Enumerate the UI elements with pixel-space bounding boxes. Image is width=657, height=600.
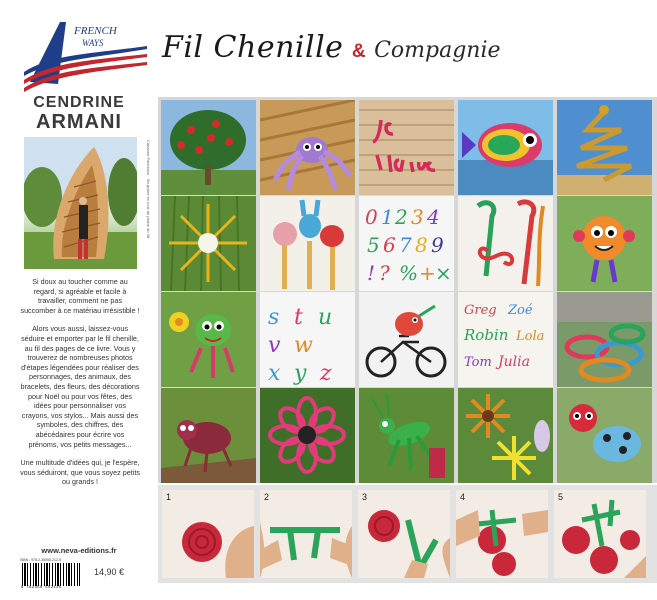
tile-green-creature-with-flower — [161, 292, 256, 387]
svg-text:?: ? — [379, 261, 390, 285]
tile-bunny-and-dog-pencil-toppers — [260, 196, 355, 291]
tile-bird-on-bicycle — [359, 292, 454, 387]
tile-je-t-aime-letters — [359, 100, 454, 195]
step-2-photo — [260, 490, 352, 578]
step-1-photo — [162, 490, 254, 578]
title-main: Fil Chenille — [162, 30, 344, 65]
tile-green-grasshopper — [359, 388, 454, 483]
svg-text:Zoé: Zoé — [508, 303, 533, 318]
back-cover-right-area — [158, 0, 657, 600]
back-cover-blurb — [20, 277, 140, 496]
book-title — [162, 30, 501, 80]
tile-letters-s-t-u-v-w-x-y-z — [260, 292, 355, 387]
title-ampersand: & — [351, 41, 366, 62]
title-sub: Compagnie — [374, 38, 501, 63]
tile-purple-pipe-cleaner-spider — [260, 100, 355, 195]
svg-text:3: 3 — [411, 205, 424, 229]
price: 14,90 € — [94, 567, 125, 577]
tile-orange-monster — [557, 196, 652, 291]
svg-text:y: y — [294, 361, 307, 386]
french-ways-logo — [22, 14, 152, 94]
step-number: 3 — [362, 492, 368, 502]
author-photo — [24, 137, 137, 269]
author-first-name: CENDRINE — [33, 94, 125, 111]
svg-text:s: s — [268, 305, 280, 330]
blurb-paragraph-3: Une multitude d'idées qui, je l'espère, vous séduiront, que vous soyez petits ou grands ! — [20, 458, 140, 487]
back-cover-left-column — [0, 0, 158, 600]
svg-text:0: 0 — [365, 205, 378, 229]
photo-caption: Cabanne Pubbluloo · Sculpture en bois de plaine du Nil — [146, 140, 151, 239]
tile-sun-on-grass — [161, 196, 256, 291]
svg-text:8: 8 — [415, 233, 428, 257]
step-number: 2 — [264, 492, 270, 502]
svg-text:x: x — [268, 361, 281, 386]
svg-text:Tom: Tom — [464, 355, 492, 370]
svg-text:!: ! — [367, 261, 376, 285]
tile-yellow-and-orange-flowers — [458, 388, 553, 483]
svg-text:1: 1 — [381, 205, 394, 229]
logo-text-line2: WAYS — [82, 38, 104, 48]
svg-text:w: w — [294, 333, 313, 358]
svg-text:v: v — [268, 333, 281, 358]
tile-ladybug-creature — [161, 388, 256, 483]
svg-text:t: t — [294, 305, 303, 330]
photo-grid — [158, 97, 657, 483]
step-photos-strip — [158, 485, 657, 583]
tile-pipe-cleaner-bracelets — [557, 292, 652, 387]
step-4-photo — [456, 490, 548, 578]
step-number: 4 — [460, 492, 466, 502]
tile-rainbow-fish — [458, 100, 553, 195]
step-5-photo — [554, 490, 646, 578]
tile-spiral-christmas-tree — [557, 100, 652, 195]
ean-number: 9 782350 552125 — [21, 586, 62, 590]
logo-text-line1: FRENCH — [74, 25, 117, 37]
svg-text:u: u — [318, 305, 333, 330]
tile-colorful-numbers-and-symbols — [359, 196, 454, 291]
step-number: 1 — [166, 492, 172, 502]
svg-text:×: × — [435, 261, 452, 285]
barcode — [18, 558, 86, 592]
svg-text:Lola: Lola — [516, 329, 545, 344]
tile-pink-flower — [260, 388, 355, 483]
svg-text:z: z — [320, 361, 332, 386]
svg-text:2: 2 — [395, 205, 408, 229]
svg-text:7: 7 — [399, 233, 412, 257]
tile-candy-canes-and-bow — [458, 196, 553, 291]
tile-written-names — [458, 292, 553, 387]
svg-text:6: 6 — [383, 233, 396, 257]
svg-text:Greg: Greg — [464, 303, 497, 318]
svg-text:%: % — [399, 261, 419, 285]
blurb-paragraph-1: Si doux au toucher comme au regard, si agréable et facile à travailler, comment ne pas succomber à ce matériau irrésistible ! — [20, 277, 140, 315]
svg-text:Julia: Julia — [498, 354, 530, 370]
svg-text:4: 4 — [427, 205, 440, 229]
isbn-label: ISBN : 978-2-35055-212-5 — [20, 558, 62, 562]
svg-text:Robin: Robin — [464, 326, 509, 344]
publisher-website[interactable]: www.neva-editions.fr — [41, 546, 117, 555]
tile-blue-ladybug — [557, 388, 652, 483]
step-3-photo — [358, 490, 450, 578]
step-number: 5 — [558, 492, 564, 502]
author-last-name: ARMANI — [36, 111, 122, 133]
svg-text:+: + — [419, 261, 436, 285]
blurb-paragraph-2: Alors vous aussi, laissez-vous séduire et emporter par le fil chenille, au fil des pages de ce livre. Vous y trouverez de nombreuses photos d'étapes légendées pour réaliser des personnages, des animaux, des bracelets, des fleurs, des décorations pour Noël ou pour vos fêtes, des idées pour personnaliser vos crayons, vos stylos... Mais aussi des symboles, des chiffres, des abécédaires pour écrire vos prénoms, vos petits messages... — [20, 324, 140, 449]
svg-text:9: 9 — [431, 233, 444, 257]
svg-text:5: 5 — [367, 233, 380, 257]
tile-tree-with-red-flowers — [161, 100, 256, 195]
barcode-bars — [22, 563, 80, 586]
